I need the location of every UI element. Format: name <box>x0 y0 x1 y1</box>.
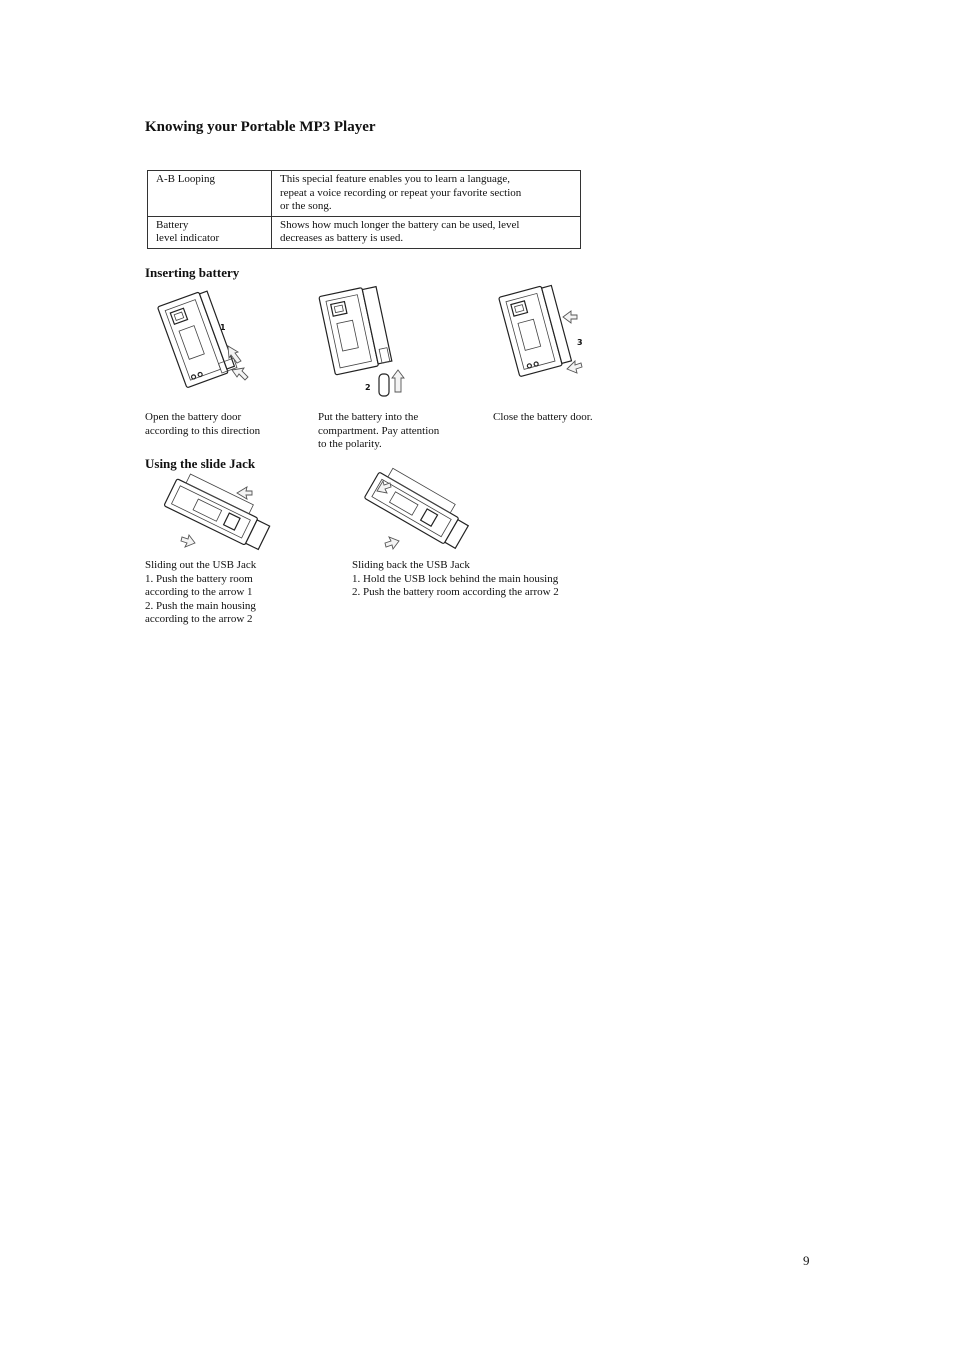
battery-step1-caption: Open the battery door according to this direction <box>145 411 261 437</box>
table-row <box>148 216 581 248</box>
step-number-2: 2 <box>365 383 371 392</box>
feature-description: Shows how much longer the battery can be used, level decreases as battery is used. <box>272 216 581 248</box>
feature-description: This special feature enables you to learn a language, repeat a voice recording or repeat your favorite section or the song. <box>272 171 581 217</box>
battery-step2-caption: Put the battery into the compartment. Pay attention to the polarity. <box>318 411 440 450</box>
table-row <box>148 171 581 217</box>
battery-step1-illustration <box>150 282 260 392</box>
inserting-battery-heading: Inserting battery <box>145 265 240 280</box>
battery-step2-illustration <box>315 282 425 407</box>
step-number-1: 1 <box>220 323 226 332</box>
feature-term: Battery level indicator <box>148 216 272 248</box>
battery-step3-illustration <box>495 275 595 380</box>
slide-back-usb-illustration <box>355 465 475 555</box>
page-title: Knowing your Portable MP3 Player <box>145 119 376 135</box>
slide-out-usb-illustration <box>155 475 280 557</box>
page-number: 9 <box>803 1253 810 1268</box>
feature-table <box>147 170 581 249</box>
slide-back-usb-caption: Sliding back the USB Jack 1. Hold the USB lock behind the main housing 2. Push the battery room according the arrow 2 <box>352 559 559 598</box>
slide-out-usb-caption: Sliding out the USB Jack 1. Push the battery room according to the arrow 1 2. Push the main housing according to the arrow 2 <box>145 559 257 625</box>
feature-term: A-B Looping <box>148 171 272 217</box>
battery-step3-caption: Close the battery door. <box>493 411 593 423</box>
step-number-3: 3 <box>577 338 583 347</box>
slide-jack-heading: Using the slide Jack <box>145 456 256 471</box>
